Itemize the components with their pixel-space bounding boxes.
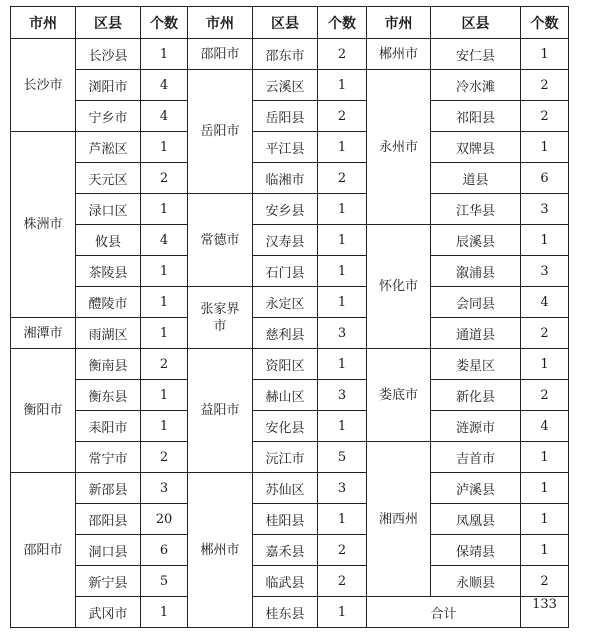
count-cell: 1 (521, 442, 569, 473)
city-cell (367, 39, 431, 70)
city-cell (367, 442, 431, 597)
district-cell: 云溪区 (253, 70, 318, 101)
district-cell: 浏阳市 (76, 70, 141, 101)
header-row (11, 7, 569, 39)
count-cell: 1 (521, 504, 569, 535)
count-cell: 2 (318, 163, 367, 194)
total-label: 合计 (367, 597, 521, 628)
header-district: 区县 (431, 7, 521, 39)
table-row (11, 225, 569, 256)
city-cell (188, 473, 253, 628)
district-cell: 会同县 (431, 287, 521, 318)
district-cell: 沅江市 (253, 442, 318, 473)
district-cell: 道县 (431, 163, 521, 194)
count-cell: 2 (521, 318, 569, 349)
district-cell: 衡南县 (76, 349, 141, 380)
city-cell (11, 318, 76, 349)
city-label: 邵阳市 (23, 542, 63, 558)
count-cell: 1 (141, 194, 188, 225)
count-cell: 1 (318, 194, 367, 225)
district-cell: 石门县 (253, 256, 318, 287)
district-cell: 渌口区 (76, 194, 141, 225)
district-cell: 耒阳市 (76, 411, 141, 442)
count-cell: 2 (521, 380, 569, 411)
table-row (11, 163, 569, 194)
count-cell: 2 (521, 101, 569, 132)
table-row (11, 504, 569, 535)
count-cell: 2 (318, 39, 367, 70)
district-cell: 安仁县 (431, 39, 521, 70)
district-cell: 衡东县 (76, 380, 141, 411)
district-cell: 安乡县 (253, 194, 318, 225)
count-cell: 1 (521, 132, 569, 163)
table-row (11, 535, 569, 566)
city-label: 湘西州 (378, 511, 418, 527)
district-cell: 洞口县 (76, 535, 141, 566)
district-cell: 溆浦县 (431, 256, 521, 287)
district-cell: 苏仙区 (253, 473, 318, 504)
city-cell (188, 39, 253, 70)
count-cell: 1 (141, 318, 188, 349)
city-cell (188, 70, 253, 194)
district-cell: 娄星区 (431, 349, 521, 380)
district-cell: 汉寿县 (253, 225, 318, 256)
count-cell: 20 (141, 504, 188, 535)
city-label: 邵阳市 (200, 46, 240, 62)
count-cell: 1 (318, 349, 367, 380)
district-cell: 雨湖区 (76, 318, 141, 349)
count-cell: 1 (318, 225, 367, 256)
table-row (11, 132, 569, 163)
header-district: 区县 (76, 7, 141, 39)
total-value: 133 (521, 597, 569, 628)
count-cell: 4 (521, 411, 569, 442)
city-label: 长沙市 (23, 77, 63, 93)
city-cell (11, 132, 76, 318)
district-cell: 武冈市 (76, 597, 141, 628)
table-row (11, 256, 569, 287)
district-cell: 保靖县 (431, 535, 521, 566)
table-row (11, 70, 569, 101)
count-cell: 1 (318, 504, 367, 535)
count-cell: 1 (521, 39, 569, 70)
count-cell: 1 (318, 256, 367, 287)
count-cell: 2 (318, 535, 367, 566)
count-cell: 1 (141, 256, 188, 287)
district-cell: 新邵县 (76, 473, 141, 504)
district-count-table (10, 6, 569, 628)
count-cell: 1 (141, 380, 188, 411)
district-cell: 永顺县 (431, 566, 521, 597)
district-cell: 芦淞区 (76, 132, 141, 163)
count-cell: 2 (141, 349, 188, 380)
count-cell: 4 (141, 70, 188, 101)
district-cell: 安化县 (253, 411, 318, 442)
district-cell: 醴陵市 (76, 287, 141, 318)
district-cell: 临湘市 (253, 163, 318, 194)
count-cell: 1 (141, 411, 188, 442)
count-cell: 1 (318, 70, 367, 101)
city-label: 永州市 (378, 139, 418, 155)
count-cell: 1 (318, 132, 367, 163)
district-cell: 新化县 (431, 380, 521, 411)
table-row (11, 411, 569, 442)
table-row (11, 473, 569, 504)
district-cell: 新宁县 (76, 566, 141, 597)
count-cell: 3 (521, 256, 569, 287)
district-cell: 双牌县 (431, 132, 521, 163)
table-row (11, 101, 569, 132)
header-count: 个数 (318, 7, 367, 39)
count-cell: 3 (521, 194, 569, 225)
city-cell (188, 194, 253, 287)
table-row (11, 39, 569, 70)
district-cell: 涟源市 (431, 411, 521, 442)
table-row (11, 566, 569, 597)
district-cell: 祁阳县 (431, 101, 521, 132)
city-label: 郴州市 (378, 46, 418, 62)
count-cell: 1 (521, 349, 569, 380)
district-cell: 凤凰县 (431, 504, 521, 535)
header-city: 市州 (367, 7, 431, 39)
city-cell (367, 70, 431, 225)
count-cell: 3 (141, 473, 188, 504)
count-cell: 2 (521, 566, 569, 597)
district-cell: 邵东市 (253, 39, 318, 70)
district-cell: 攸县 (76, 225, 141, 256)
count-cell: 1 (521, 473, 569, 504)
count-cell: 1 (318, 411, 367, 442)
count-cell: 1 (141, 597, 188, 628)
city-cell (367, 349, 431, 442)
table-row (11, 194, 569, 225)
count-cell: 4 (141, 225, 188, 256)
city-cell (367, 225, 431, 349)
count-cell: 1 (521, 535, 569, 566)
city-cell (11, 349, 76, 473)
count-cell: 1 (141, 132, 188, 163)
table-row (11, 380, 569, 411)
count-cell: 2 (521, 70, 569, 101)
table-body (11, 39, 569, 628)
district-cell: 临武县 (253, 566, 318, 597)
district-cell: 泸溪县 (431, 473, 521, 504)
district-cell: 邵阳县 (76, 504, 141, 535)
count-cell: 5 (318, 442, 367, 473)
district-cell: 冷水滩 (431, 70, 521, 101)
header-city: 市州 (11, 7, 76, 39)
table-row (11, 318, 569, 349)
district-cell: 平江县 (253, 132, 318, 163)
district-cell: 宁乡市 (76, 101, 141, 132)
district-cell: 资阳区 (253, 349, 318, 380)
city-label: 娄底市 (378, 387, 418, 403)
district-cell: 江华县 (431, 194, 521, 225)
district-cell: 慈利县 (253, 318, 318, 349)
count-cell: 6 (141, 535, 188, 566)
city-label: 怀化市 (378, 279, 418, 294)
district-cell: 桂阳县 (253, 504, 318, 535)
count-cell: 1 (141, 287, 188, 318)
count-cell: 2 (141, 163, 188, 194)
city-label: 郴州市 (200, 542, 240, 558)
count-cell: 1 (318, 287, 367, 318)
city-label: 益阳市 (200, 403, 240, 418)
table-row (11, 287, 569, 318)
district-cell: 吉首市 (431, 442, 521, 473)
district-cell: 茶陵县 (76, 256, 141, 287)
city-label: 常德市 (200, 232, 240, 248)
district-cell: 辰溪县 (431, 225, 521, 256)
table-row (11, 442, 569, 473)
city-label: 张家界市 (200, 301, 240, 334)
count-cell: 3 (318, 318, 367, 349)
table-container (10, 6, 569, 628)
count-cell: 2 (318, 566, 367, 597)
count-cell: 1 (141, 39, 188, 70)
city-cell (11, 473, 76, 628)
city-label: 湘潭市 (23, 325, 63, 341)
header-count: 个数 (521, 7, 569, 39)
count-cell: 3 (318, 473, 367, 504)
district-cell: 永定区 (253, 287, 318, 318)
count-cell: 2 (141, 442, 188, 473)
count-cell: 1 (318, 597, 367, 628)
district-cell: 长沙县 (76, 39, 141, 70)
count-cell: 6 (521, 163, 569, 194)
count-cell: 5 (141, 566, 188, 597)
count-cell: 3 (318, 380, 367, 411)
count-cell: 2 (318, 101, 367, 132)
header-count: 个数 (141, 7, 188, 39)
count-cell: 1 (521, 225, 569, 256)
district-cell: 桂东县 (253, 597, 318, 628)
count-cell: 4 (521, 287, 569, 318)
city-label: 株洲市 (23, 217, 63, 232)
city-cell (11, 39, 76, 132)
district-cell: 嘉禾县 (253, 535, 318, 566)
district-cell: 天元区 (76, 163, 141, 194)
district-cell: 岳阳县 (253, 101, 318, 132)
city-cell (188, 349, 253, 473)
city-label: 岳阳市 (200, 124, 240, 139)
district-cell: 常宁市 (76, 442, 141, 473)
header-city: 市州 (188, 7, 253, 39)
table-row (11, 349, 569, 380)
header-district: 区县 (253, 7, 318, 39)
table-row (11, 597, 569, 628)
district-cell: 通道县 (431, 318, 521, 349)
district-cell: 赫山区 (253, 380, 318, 411)
city-label: 衡阳市 (23, 403, 63, 418)
count-cell: 4 (141, 101, 188, 132)
city-cell (188, 287, 253, 349)
